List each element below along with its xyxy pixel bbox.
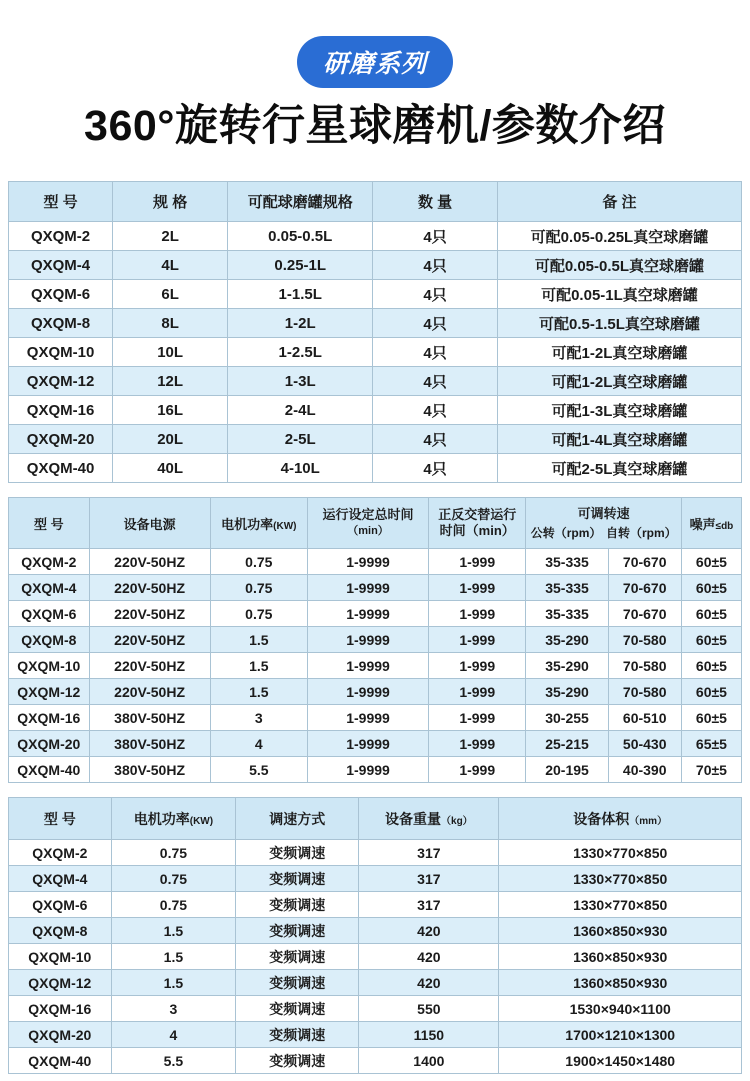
table-cell: 220V-50HZ bbox=[89, 627, 210, 653]
table-cell: 4只 bbox=[373, 280, 498, 309]
table-cell: 10L bbox=[113, 338, 228, 367]
size-table-head bbox=[9, 798, 742, 840]
table-cell: 1530×940×1100 bbox=[499, 996, 742, 1022]
table-row bbox=[9, 892, 742, 918]
table-cell: 60±5 bbox=[681, 601, 741, 627]
spec-table-body bbox=[9, 222, 742, 483]
table-cell: 1.5 bbox=[111, 918, 236, 944]
table-cell: 1-999 bbox=[428, 679, 525, 705]
header-volume: 设备体积（mm） bbox=[499, 798, 742, 840]
header-capacity: 规 格 bbox=[113, 182, 228, 222]
header-row bbox=[9, 798, 742, 840]
table-cell: 1-999 bbox=[428, 653, 525, 679]
table-cell: 1-999 bbox=[428, 601, 525, 627]
table-cell: QXQM-6 bbox=[9, 892, 112, 918]
table-cell: 420 bbox=[359, 944, 499, 970]
table-cell: 35-290 bbox=[526, 653, 608, 679]
table-cell: QXQM-6 bbox=[9, 280, 113, 309]
table-cell: QXQM-10 bbox=[9, 338, 113, 367]
power-table-body bbox=[9, 549, 742, 783]
table-row bbox=[9, 996, 742, 1022]
table-cell: QXQM-4 bbox=[9, 251, 113, 280]
table-cell: 1-9999 bbox=[308, 757, 429, 783]
table-cell: 1.5 bbox=[111, 944, 236, 970]
table-cell: 1900×1450×1480 bbox=[499, 1048, 742, 1074]
table-row bbox=[9, 679, 742, 705]
table-cell: 70-670 bbox=[608, 575, 681, 601]
table-cell: 2-5L bbox=[228, 425, 373, 454]
table-cell: 60±5 bbox=[681, 705, 741, 731]
table-cell: QXQM-40 bbox=[9, 1048, 112, 1074]
header-remark: 备 注 bbox=[497, 182, 741, 222]
table-cell: 0.75 bbox=[111, 866, 236, 892]
table-cell: QXQM-40 bbox=[9, 757, 90, 783]
table-cell: 6L bbox=[113, 280, 228, 309]
table-cell: 1-999 bbox=[428, 757, 525, 783]
table-row bbox=[9, 653, 742, 679]
table-row bbox=[9, 549, 742, 575]
table-cell: 可配0.05-0.5L真空球磨罐 bbox=[497, 251, 741, 280]
table-cell: 380V-50HZ bbox=[89, 757, 210, 783]
table-row bbox=[9, 222, 742, 251]
table-row bbox=[9, 627, 742, 653]
page-title: 360°旋转行星球磨机/参数介绍 bbox=[84, 102, 666, 150]
table-cell: 35-335 bbox=[526, 575, 608, 601]
table-cell: 25-215 bbox=[526, 731, 608, 757]
table-cell: 8L bbox=[113, 309, 228, 338]
volume-unit: （mm） bbox=[629, 815, 668, 827]
table-cell: 30-255 bbox=[526, 705, 608, 731]
table-cell: 1-9999 bbox=[308, 731, 429, 757]
spec-table-head bbox=[9, 182, 742, 222]
table-cell: 变频调速 bbox=[236, 866, 359, 892]
table-cell: QXQM-10 bbox=[9, 653, 90, 679]
table-cell: 220V-50HZ bbox=[89, 575, 210, 601]
table-cell: 变频调速 bbox=[236, 918, 359, 944]
table-cell: QXQM-8 bbox=[9, 627, 90, 653]
table-cell: 1400 bbox=[359, 1048, 499, 1074]
table-cell: 35-335 bbox=[526, 549, 608, 575]
table-cell: 变频调速 bbox=[236, 892, 359, 918]
table-cell: 3 bbox=[210, 705, 307, 731]
table-cell: QXQM-10 bbox=[9, 944, 112, 970]
table-cell: 4只 bbox=[373, 338, 498, 367]
table-cell: 1-999 bbox=[428, 705, 525, 731]
table-row bbox=[9, 454, 742, 483]
table-cell: QXQM-2 bbox=[9, 549, 90, 575]
table-cell: 1360×850×930 bbox=[499, 944, 742, 970]
table-cell: 2-4L bbox=[228, 396, 373, 425]
table-cell: 65±5 bbox=[681, 731, 741, 757]
table-row bbox=[9, 731, 742, 757]
table-cell: 1.5 bbox=[210, 679, 307, 705]
table-cell: 35-335 bbox=[526, 601, 608, 627]
table-cell: 4只 bbox=[373, 396, 498, 425]
table-cell: 1-9999 bbox=[308, 627, 429, 653]
table-row bbox=[9, 309, 742, 338]
weight-unit: （kg） bbox=[441, 815, 473, 827]
table-cell: QXQM-20 bbox=[9, 731, 90, 757]
table-cell: 0.05-0.5L bbox=[228, 222, 373, 251]
header-model: 型 号 bbox=[9, 798, 112, 840]
table-cell: 70-580 bbox=[608, 679, 681, 705]
table-cell: 1-9999 bbox=[308, 679, 429, 705]
table-cell: 可配2-5L真空球磨罐 bbox=[497, 454, 741, 483]
table-cell: 16L bbox=[113, 396, 228, 425]
table-cell: 5.5 bbox=[210, 757, 307, 783]
table-cell: 可配0.5-1.5L真空球磨罐 bbox=[497, 309, 741, 338]
size-table-wrap bbox=[0, 797, 750, 1074]
table-cell: 1.5 bbox=[210, 627, 307, 653]
table-cell: 变频调速 bbox=[236, 1022, 359, 1048]
table-cell: 12L bbox=[113, 367, 228, 396]
table-row bbox=[9, 1022, 742, 1048]
table-cell: 1-1.5L bbox=[228, 280, 373, 309]
table-cell: 1-9999 bbox=[308, 549, 429, 575]
header-speed-mode: 调速方式 bbox=[236, 798, 359, 840]
header-motor-power: 电机功率(KW) bbox=[210, 498, 307, 549]
table-cell: 5.5 bbox=[111, 1048, 236, 1074]
power-table-wrap bbox=[0, 497, 750, 783]
table-row bbox=[9, 970, 742, 996]
power-table-head bbox=[9, 498, 742, 549]
table-cell: 变频调速 bbox=[236, 970, 359, 996]
table-row bbox=[9, 338, 742, 367]
speed-subheaders bbox=[528, 524, 678, 541]
table-cell: QXQM-2 bbox=[9, 222, 113, 251]
motor-power-unit: (KW) bbox=[189, 815, 214, 827]
table-cell: 1700×1210×1300 bbox=[499, 1022, 742, 1048]
table-cell: 60±5 bbox=[681, 653, 741, 679]
table-cell: 1-3L bbox=[228, 367, 373, 396]
table-row bbox=[9, 425, 742, 454]
table-cell: 变频调速 bbox=[236, 1048, 359, 1074]
table-cell: QXQM-16 bbox=[9, 396, 113, 425]
header-jar-size: 可配球磨罐规格 bbox=[228, 182, 373, 222]
table-cell: 可配1-2L真空球磨罐 bbox=[497, 367, 741, 396]
table-cell: 60±5 bbox=[681, 679, 741, 705]
table-cell: 1-9999 bbox=[308, 575, 429, 601]
table-cell: 0.75 bbox=[111, 892, 236, 918]
header-noise: 噪声≤db bbox=[681, 498, 741, 549]
table-cell: 4 bbox=[210, 731, 307, 757]
table-cell: 可配0.05-0.25L真空球磨罐 bbox=[497, 222, 741, 251]
table-cell: 420 bbox=[359, 918, 499, 944]
table-cell: 380V-50HZ bbox=[89, 731, 210, 757]
table-cell: 317 bbox=[359, 840, 499, 866]
table-cell: 35-290 bbox=[526, 627, 608, 653]
table-cell: QXQM-20 bbox=[9, 425, 113, 454]
table-cell: 0.75 bbox=[210, 575, 307, 601]
table-cell: 1330×770×850 bbox=[499, 866, 742, 892]
table-cell: 60±5 bbox=[681, 549, 741, 575]
table-cell: 317 bbox=[359, 892, 499, 918]
table-cell: 1360×850×930 bbox=[499, 918, 742, 944]
table-cell: 20-195 bbox=[526, 757, 608, 783]
table-cell: 220V-50HZ bbox=[89, 679, 210, 705]
table-cell: QXQM-8 bbox=[9, 918, 112, 944]
table-cell: QXQM-2 bbox=[9, 840, 112, 866]
table-cell: 1-9999 bbox=[308, 705, 429, 731]
power-table bbox=[8, 497, 742, 783]
size-table bbox=[8, 797, 742, 1074]
series-badge-row bbox=[0, 0, 750, 88]
motor-power-unit: (KW) bbox=[273, 520, 297, 532]
table-row bbox=[9, 757, 742, 783]
header-total-time: 运行设定总时间 （min） bbox=[308, 498, 429, 549]
table-cell: 4-10L bbox=[228, 454, 373, 483]
table-cell: QXQM-16 bbox=[9, 705, 90, 731]
header-model: 型 号 bbox=[9, 182, 113, 222]
table-cell: 0.75 bbox=[111, 840, 236, 866]
table-cell: 20L bbox=[113, 425, 228, 454]
table-cell: 50-430 bbox=[608, 731, 681, 757]
table-cell: 变频调速 bbox=[236, 840, 359, 866]
table-cell: 4只 bbox=[373, 251, 498, 280]
table-cell: 1330×770×850 bbox=[499, 840, 742, 866]
table-cell: 0.25-1L bbox=[228, 251, 373, 280]
table-row bbox=[9, 866, 742, 892]
table-cell: 317 bbox=[359, 866, 499, 892]
size-table-body bbox=[9, 840, 742, 1074]
table-cell: 3 bbox=[111, 996, 236, 1022]
table-cell: QXQM-12 bbox=[9, 367, 113, 396]
table-cell: 1.5 bbox=[111, 970, 236, 996]
table-cell: 1150 bbox=[359, 1022, 499, 1048]
table-cell: 可配1-2L真空球磨罐 bbox=[497, 338, 741, 367]
table-cell: 2L bbox=[113, 222, 228, 251]
spec-table-wrap bbox=[0, 181, 750, 483]
table-cell: 4只 bbox=[373, 425, 498, 454]
header-rotation-speed: 自转（rpm） bbox=[605, 525, 677, 540]
table-cell: 变频调速 bbox=[236, 996, 359, 1022]
table-cell: 380V-50HZ bbox=[89, 705, 210, 731]
table-cell: 1-999 bbox=[428, 731, 525, 757]
table-row bbox=[9, 396, 742, 425]
table-cell: 可配1-4L真空球磨罐 bbox=[497, 425, 741, 454]
table-cell: 1-999 bbox=[428, 549, 525, 575]
table-cell: 220V-50HZ bbox=[89, 653, 210, 679]
table-cell: 420 bbox=[359, 970, 499, 996]
table-cell: 35-290 bbox=[526, 679, 608, 705]
table-cell: 1-999 bbox=[428, 627, 525, 653]
table-cell: 可配1-3L真空球磨罐 bbox=[497, 396, 741, 425]
header-quantity: 数 量 bbox=[373, 182, 498, 222]
table-cell: 4只 bbox=[373, 222, 498, 251]
table-cell: QXQM-12 bbox=[9, 970, 112, 996]
table-cell: 220V-50HZ bbox=[89, 601, 210, 627]
table-row bbox=[9, 840, 742, 866]
table-cell: 4L bbox=[113, 251, 228, 280]
table-row bbox=[9, 944, 742, 970]
table-cell: 1-9999 bbox=[308, 653, 429, 679]
table-cell: 40-390 bbox=[608, 757, 681, 783]
table-cell: 220V-50HZ bbox=[89, 549, 210, 575]
table-cell: 1-2.5L bbox=[228, 338, 373, 367]
table-cell: 变频调速 bbox=[236, 944, 359, 970]
table-cell: 4只 bbox=[373, 454, 498, 483]
table-cell: 4 bbox=[111, 1022, 236, 1048]
table-cell: 1-999 bbox=[428, 575, 525, 601]
table-cell: 60-510 bbox=[608, 705, 681, 731]
table-cell: 可配0.05-1L真空球磨罐 bbox=[497, 280, 741, 309]
noise-unit: ≤db bbox=[715, 520, 734, 532]
table-cell: 1360×850×930 bbox=[499, 970, 742, 996]
header-speed-group: 可调转速 公转（rpm） 自转（rpm） bbox=[526, 498, 681, 549]
table-cell: 70-580 bbox=[608, 627, 681, 653]
header-motor-power: 电机功率(KW) bbox=[111, 798, 236, 840]
table-cell: 0.75 bbox=[210, 601, 307, 627]
table-cell: 60±5 bbox=[681, 627, 741, 653]
table-cell: 70±5 bbox=[681, 757, 741, 783]
table-cell: QXQM-6 bbox=[9, 601, 90, 627]
header-weight: 设备重量（kg） bbox=[359, 798, 499, 840]
header-revolution-speed: 公转（rpm） bbox=[530, 525, 602, 540]
table-row bbox=[9, 251, 742, 280]
header-alt-time: 正反交替运行 时间（min） bbox=[428, 498, 525, 549]
table-cell: 550 bbox=[359, 996, 499, 1022]
header-power-supply: 设备电源 bbox=[89, 498, 210, 549]
table-cell: QXQM-8 bbox=[9, 309, 113, 338]
table-row bbox=[9, 705, 742, 731]
table-cell: 1330×770×850 bbox=[499, 892, 742, 918]
table-cell: 40L bbox=[113, 454, 228, 483]
table-cell: 70-670 bbox=[608, 549, 681, 575]
table-cell: QXQM-4 bbox=[9, 575, 90, 601]
table-cell: 1.5 bbox=[210, 653, 307, 679]
table-row bbox=[9, 601, 742, 627]
table-cell: 1-2L bbox=[228, 309, 373, 338]
table-cell: 60±5 bbox=[681, 575, 741, 601]
table-cell: 4只 bbox=[373, 367, 498, 396]
series-badge: 研磨系列 bbox=[297, 36, 453, 88]
table-cell: 70-670 bbox=[608, 601, 681, 627]
table-cell: QXQM-4 bbox=[9, 866, 112, 892]
spec-table bbox=[8, 181, 742, 483]
table-cell: 4只 bbox=[373, 309, 498, 338]
table-row bbox=[9, 918, 742, 944]
table-cell: 1-9999 bbox=[308, 601, 429, 627]
header-model: 型 号 bbox=[9, 498, 90, 549]
table-cell: QXQM-20 bbox=[9, 1022, 112, 1048]
table-cell: QXQM-12 bbox=[9, 679, 90, 705]
table-cell: 0.75 bbox=[210, 549, 307, 575]
table-row bbox=[9, 367, 742, 396]
table-row bbox=[9, 575, 742, 601]
table-cell: QXQM-40 bbox=[9, 454, 113, 483]
header-row bbox=[9, 182, 742, 222]
header-row bbox=[9, 498, 742, 549]
table-cell: QXQM-16 bbox=[9, 996, 112, 1022]
table-row bbox=[9, 1048, 742, 1074]
table-row bbox=[9, 280, 742, 309]
table-cell: 70-580 bbox=[608, 653, 681, 679]
